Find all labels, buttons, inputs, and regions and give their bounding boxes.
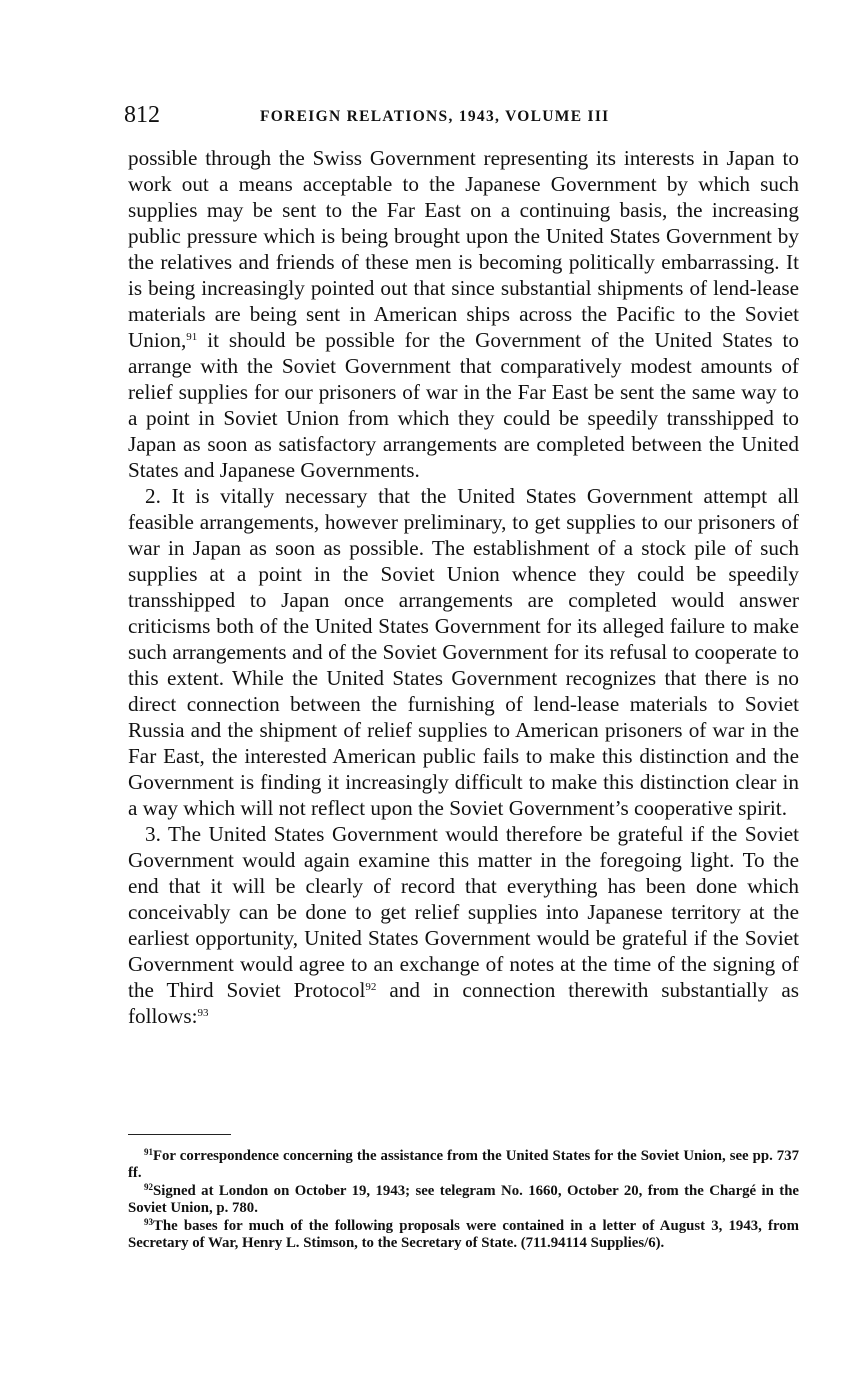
paragraph-1 — [128, 145, 799, 483]
footnote-92 — [128, 1183, 799, 1217]
footnote-text: For correspondence concerning the assistance from the United States for the Soviet Union, see pp. 737 ff. — [128, 1148, 799, 1181]
page-header — [124, 100, 799, 134]
footnote-mark: 93 — [144, 1217, 153, 1227]
paragraph-1-text-a: possible through the Swiss Government representing its interests in Japan to work out a means acceptable to the Japanese Government by which such supplies may be sent to the Far East on a continuing basis, the increasing public pressure which is being brought upon the United States Government by the relatives and friends of these men is becoming politically embarrassing. It is being increasingly pointed out that since substantial shipments of lend-lease materials are being sent in American ships across the Pacific to the Soviet Union, — [128, 146, 799, 352]
footnote-ref-92: 92 — [365, 981, 377, 993]
paragraph-3 — [128, 821, 799, 1029]
paragraph-3-text-b: and in connection therewith substantially as follows: — [128, 978, 799, 1028]
running-head: FOREIGN RELATIONS, 1943, VOLUME III — [260, 108, 610, 125]
page-number: 812 — [124, 102, 160, 128]
paragraph-2: 2. It is vitally necessary that the United States Government attempt all feasible arrangements, however preliminary, to get supplies to our prisoners of war in Japan as soon as possible. The establishment of a stock pile of such supplies at a point in the Soviet Union whence they could be speedily transshipped to Japan once arrangements are completed would answer criticisms both of the United States Government for its alleged failure to make such arrangements and of the Soviet Government for its refusal to cooperate to this extent. While the United States Government recognizes that there is no direct connection between the furnishing of lend-lease materials to Soviet Russia and the shipment of relief supplies to American prisoners of war in the Far East, the interested American public fails to make this distinction and the Government is finding it increasingly difficult to make this distinction clear in a way which will not reflect upon the Soviet Government’s cooperative spirit. — [128, 484, 799, 820]
body-text — [128, 145, 799, 1029]
footnote-text: Signed at London on October 19, 1943; see telegram No. 1660, October 20, from the Chargé in the Soviet Union, p. 780. — [128, 1183, 799, 1216]
footnote-ref-93: 93 — [197, 1007, 209, 1019]
footnote-93 — [128, 1218, 799, 1252]
footnote-text: The bases for much of the following proposals were contained in a letter of August 3, 1943, from Secretary of War, Henry L. Stimson, to the Secretary of State. (711.94114 Supplies/6). — [128, 1218, 799, 1251]
footnote-mark: 92 — [144, 1182, 153, 1192]
footnote-ref-91: 91 — [186, 331, 198, 343]
paragraph-3-text-a: 3. The United States Government would therefore be grateful if the Soviet Government would again examine this matter in the foregoing light. To the end that it will be clearly of record that everything has been done which conceivably can be done to get relief supplies into Japanese territory at the earliest opportunity, United States Government would be grateful if the Soviet Government would agree to an exchange of notes at the time of the signing of the Third Soviet Protocol — [128, 822, 799, 1002]
footnote-divider — [128, 1134, 231, 1135]
footnote-mark: 91 — [144, 1147, 153, 1157]
footnote-91 — [128, 1148, 799, 1182]
paragraph-1-text-b: it should be possible for the Government of the United States to arrange with the Soviet Government that comparatively modest amounts of relief supplies for our prisoners of war in the Far East be sent the same way to a point in Soviet Union from which they could be speedily transshipped to Japan as soon as satisfactory arrangements are completed between the United States and Japanese Governments. — [128, 328, 799, 482]
footnotes — [128, 1148, 799, 1253]
